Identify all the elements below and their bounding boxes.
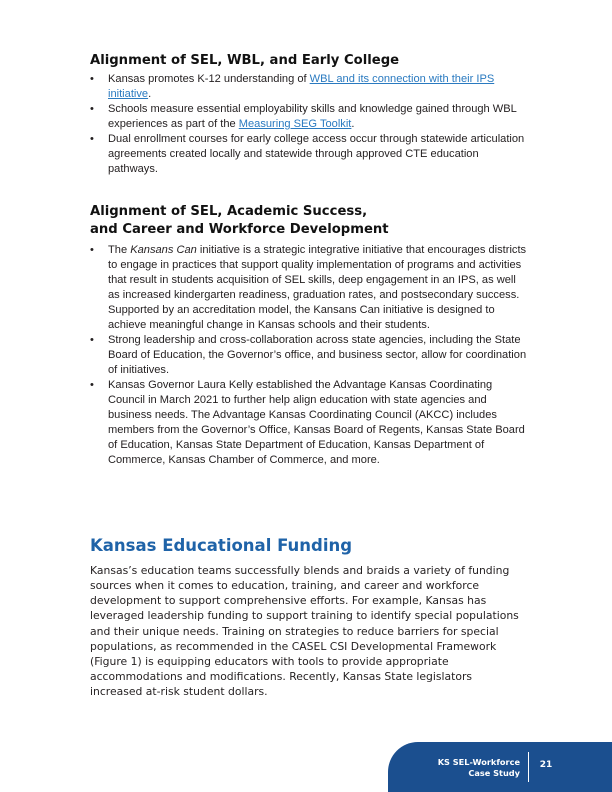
bullet-marker: • [90, 334, 94, 346]
footer-tab [388, 742, 612, 792]
list-item-text: Dual enrollment courses for early college access occur through statewide articulation agreements created locally and statewide through approved CTE education pathways. [108, 133, 525, 175]
footer-title-line: Case Study [468, 768, 520, 778]
footer-title-line: KS SEL-Workforce [437, 757, 520, 767]
wbl-ips-link[interactable]: WBL and its connection with their IPS initiative [108, 73, 495, 100]
list-item-text: Schools measure essential employability skills and knowledge gained through WBL experiences as part of the [108, 103, 517, 130]
list-item-text: initiative is a strategic integrative initiative that encourages districts to engage in practices that support quality implementation of programs and activities that result in students acquisition of SEL skills, deep engagement in an IPS, as well as increased kindergarten readiness, graduation rates, and postsecondary success. Supported by an accreditation model, the Kansans Can initiative is designed to achieve meaningful change in Kansas schools and their students. [108, 244, 527, 331]
bullet-marker: • [90, 244, 94, 256]
footer-title [438, 757, 520, 779]
list-item [90, 102, 530, 132]
section-heading-sel-wbl: Alignment of SEL, WBL, and Early College [90, 53, 400, 68]
bullet-marker: • [90, 133, 94, 145]
list-item [90, 378, 530, 468]
heading-line: Alignment of SEL, Academic Success, [90, 204, 368, 219]
bullet-list-sel-academic [90, 243, 530, 468]
list-item [90, 243, 530, 333]
measuring-seg-toolkit-link[interactable]: Measuring SEG Toolkit [238, 118, 352, 130]
bullet-marker: • [90, 379, 94, 391]
bullet-marker: • [90, 73, 94, 85]
list-item [90, 333, 530, 378]
bullet-list-sel-wbl [90, 72, 530, 177]
list-item-text: . [148, 88, 152, 100]
section-heading-sel-academic [90, 203, 389, 239]
kansans-can-italic: Kansans Can [130, 244, 197, 256]
heading-line: and Career and Workforce Development [90, 222, 389, 237]
funding-paragraph: Kansas’s education teams successfully blends and braids a variety of funding sources when it comes to education, training, and career and workforce development to support comprehensive efforts. For example, Kansas has leveraged leadership funding to support training to identify special populations and their unique needs. Training on strategies to reduce barriers for special populations, as recommended in the CASEL CSI Developmental Framework (Figure 1) is equipping educators with tools to provide appropriate accommodations and modifications. Recently, Kansas State legislators increased at-risk student dollars. [90, 564, 519, 699]
list-item [90, 72, 530, 102]
list-item [90, 132, 530, 177]
list-item-text: Kansas Governor Laura Kelly established the Advantage Kansas Coordinating Council in March 2021 to further help align education with state agencies and business needs. The Advantage Kansas Coordinating Council (AKCC) includes members from the Governor’s Office, Kansas Board of Regents, Kansas State Board of Education, Kansas State Department of Education, Kansas Department of Commerce, Kansas Chamber of Commerce, and more. [108, 379, 525, 466]
section-heading-funding: Kansas Educational Funding [90, 536, 353, 555]
list-item-text: . [351, 118, 355, 130]
list-item-text: Strong leadership and cross-collaboration across state agencies, including the State Board of Education, the Governor’s office, and business sector, allow for coordination of initiatives. [108, 334, 527, 376]
list-item-text: The [108, 244, 131, 256]
list-item-text: Kansas promotes K-12 understanding of [108, 73, 310, 85]
bullet-marker: • [90, 103, 94, 115]
page-number: 21 [539, 760, 553, 770]
footer-divider [528, 752, 529, 782]
